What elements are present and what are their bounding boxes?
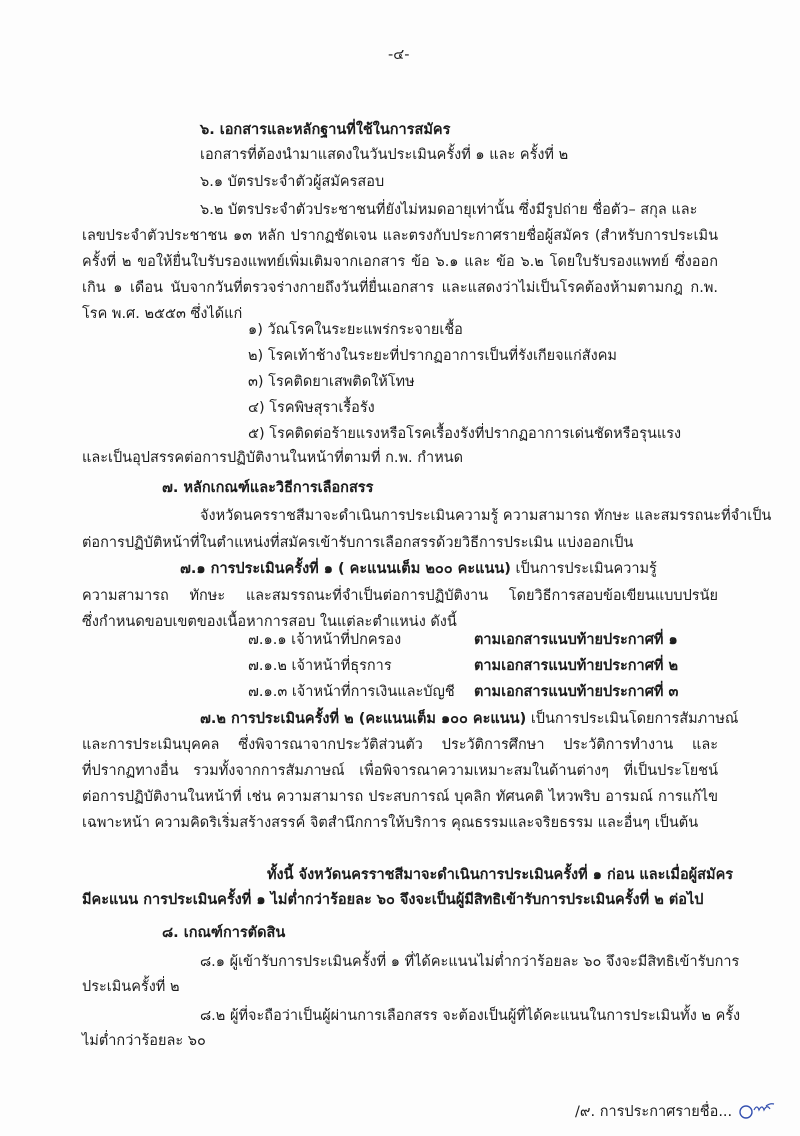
round-1-title-rest: เป็นการประเมินความรู้ — [510, 561, 657, 577]
handwritten-initials — [738, 1098, 778, 1124]
item-8-1-cont: ประเมินครั้งที่ ๒ — [82, 979, 180, 995]
round-1-line: ซึ่งกำหนดขอบเขตของเนื้อหาการสอบ ในแต่ละตำแหน่ง ดังนี้ — [82, 614, 457, 630]
note-line: มีคะแนน การประเมินครั้งที่ ๑ ไม่ต่ำกว่าร้อยละ ๖๐ จึงจะเป็นผู้มีสิทธิเข้ารับการประเมินครั้งที่ ๒ ต่อไป — [82, 892, 704, 908]
position-name: ๗.๑.๒ เจ้าหน้าที่ธุรการ — [248, 658, 392, 674]
round-2-title-line — [200, 707, 738, 731]
round-2-line: และการประเมินบุคคล ซึ่งพิจารณาจากประวัติส่วนตัว ประวัติการศึกษา ประวัติการทำงาน และ — [82, 737, 718, 753]
page-number: -๔- — [388, 47, 410, 63]
round-2-title-rest: เป็นการประเมินโดยการสัมภาษณ์ — [526, 711, 739, 727]
disease-item: ๑) วัณโรคในระยะแพร่กระจายเชื้อ — [248, 322, 463, 338]
round-1-line: ความสามารถ ทักษะ และสมรรถนะที่จำเป็นต่อการปฏิบัติงาน โดยวิธีการสอบข้อเขียนแบบปรนัย — [82, 588, 718, 604]
section-7-intro: จังหวัดนครราชสีมาจะดำเนินการประเมินความรู้ ความสามารถ ทักษะ และสมรรถนะที่จำเป็น — [200, 508, 772, 524]
disease-item: ๒) โรคเท้าช้างในระยะที่ปรากฏอาการเป็นที่รังเกียจแก่สังคม — [248, 348, 617, 364]
round-1-title: ๗.๑ การประเมินครั้งที่ ๑ ( คะแนนเต็ม ๒๐๐ คะแนน) — [180, 561, 511, 577]
section-8-heading: ๘. เกณฑ์การตัดสิน — [162, 925, 286, 941]
disease-item: ๓) โรคติดยาเสพติดให้โทษ — [248, 374, 415, 390]
position-doc: ตามเอกสารแนบท้ายประกาศที่ ๒ — [474, 658, 679, 674]
item-6-1: ๖.๑ บัตรประจำตัวผู้สมัครสอบ — [200, 174, 385, 190]
item-6-2-line: เลขประจำตัวประชาชน ๑๓ หลัก ปรากฏชัดเจน และตรงกับประกาศรายชื่อผู้สมัคร (สำหรับการประเมิน — [82, 228, 718, 244]
disease-item: ๕) โรคติดต่อร้ายแรงหรือโรคเรื้องรังที่ปรากฏอาการเด่นชัดหรือรุนแรง — [248, 426, 682, 442]
round-2-line: ต่อการปฏิบัติงานในหน้าที่ เช่น ความสามารถ ประสบการณ์ บุคลิก ทัศนคติ ไหวพริบ อารมณ์ การแก้ไข — [82, 789, 718, 805]
item-6-2-line: ๖.๒ บัตรประจำตัวประชาชนที่ยังไม่หมดอายุเท่านั้น ซึ่งมีรูปถ่าย ชื่อตัว– สกุล และ — [200, 202, 698, 218]
item-6-2-line: โรค พ.ศ. ๒๕๕๓ ซึ่งได้แก่ — [82, 306, 243, 322]
item-6-2-line: ครั้งที่ ๒ ขอให้ยื่นใบรับรองแพทย์เพิ่มเติมจากเอกสาร ข้อ ๖.๑ และ ข้อ ๖.๒ โดยใบรับรองแพทย์ ซึ่งออก — [82, 254, 718, 270]
round-1-title-line — [180, 557, 657, 581]
item-6-2-line: เกิน ๑ เดือน นับจากวันที่ตรวจร่างกายถึงวันที่ยื่นเอกสาร และแสดงว่าไม่เป็นโรคต้องห้ามตามกฎ ก.พ. — [82, 280, 718, 296]
section-6-intro: เอกสารที่ต้องนำมาแสดงในวันประเมินครั้งที่ ๑ และ ครั้งที่ ๒ — [200, 147, 569, 163]
continued-note: /๙. การประกาศรายชื่อ... — [575, 1104, 733, 1120]
round-2-line: ที่ปรากฏทางอื่น รวมทั้งจากการสัมภาษณ์ เพื่อพิจารณาความเหมาะสมในด้านต่างๆ ที่เป็นประโยชน์ — [82, 763, 718, 779]
note-line: ทั้งนี้ จังหวัดนครราชสีมาจะดำเนินการประเมินครั้งที่ ๑ ก่อน และเมื่อผู้สมัคร — [267, 867, 734, 883]
position-name: ๗.๑.๓ เจ้าหน้าที่การเงินและบัญชี — [248, 684, 455, 700]
initials-signature-icon — [738, 1098, 778, 1120]
round-2-line: เฉพาะหน้า ความคิดริเริ่มสร้างสรรค์ จิตสำนึกการให้บริการ คุณธรรมและจริยธรรม และอื่นๆ เป็นต้น — [82, 815, 699, 831]
section-7-heading: ๗. หลักเกณฑ์และวิธีการเลือกสรร — [162, 480, 374, 496]
item-8-2: ๘.๒ ผู้ที่จะถือว่าเป็นผู้ผ่านการเลือกสรร จะต้องเป็นผู้ที่ได้คะแนนในการประเมินทั้ง ๒ ครั้ง — [200, 1008, 741, 1024]
disease-item: ๔) โรคพิษสุราเรื้อรัง — [248, 400, 375, 416]
position-doc: ตามเอกสารแนบท้ายประกาศที่ ๑ — [474, 632, 678, 648]
round-2-title: ๗.๒ การประเมินครั้งที่ ๒ (คะแนนเต็ม ๑๐๐ คะแนน) — [200, 711, 527, 727]
section-6-heading: ๖. เอกสารและหลักฐานที่ใช้ในการสมัคร — [200, 122, 451, 138]
item-8-2-cont: ไม่ต่ำกว่าร้อยละ ๖๐ — [82, 1033, 206, 1049]
item-8-1: ๘.๑ ผู้เข้ารับการประเมินครั้งที่ ๑ ที่ได้คะแนนไม่ต่ำกว่าร้อยละ ๖๐ จึงจะมีสิทธิเข้ารับการ — [200, 954, 740, 970]
disease-tail: และเป็นอุปสรรคต่อการปฏิบัติงานในหน้าที่ตามที่ ก.พ. กำหนด — [82, 450, 464, 466]
position-doc: ตามเอกสารแนบท้ายประกาศที่ ๓ — [474, 684, 679, 700]
section-7-intro: ต่อการปฏิบัติหน้าที่ในตำแหน่งที่สมัครเข้ารับการเลือกสรรด้วยวิธีการประเมิน แบ่งออกเป็น — [82, 535, 634, 551]
position-name: ๗.๑.๑ เจ้าหน้าที่ปกครอง — [248, 632, 402, 648]
